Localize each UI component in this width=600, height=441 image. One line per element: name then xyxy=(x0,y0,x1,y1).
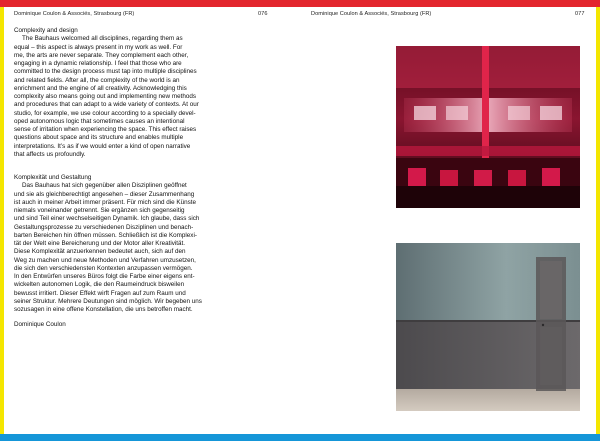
german-text-line: In den Entwürfen unseres Büros folgt die Farbe einer eigens ent- xyxy=(14,273,195,280)
english-heading: Complexity and design xyxy=(14,27,78,34)
red-interior-photo xyxy=(396,46,580,208)
german-text-line: tät der Welt eine Bereicherung und der Motor aller Kreativität. xyxy=(14,240,186,247)
english-text-line: oped autonomous logic that sometimes causes an intentional xyxy=(14,117,185,125)
german-text-line: Diese Komplexität anzuerkennen bedeutet auch, sich auf den xyxy=(14,248,186,256)
german-text-line: Weg zu machen und neue Methoden und Verfahren umzusetzen, xyxy=(14,256,196,264)
english-text-line: engaging in a dynamic relationship. I feel that those who are xyxy=(14,60,182,67)
top-color-bar xyxy=(0,0,600,7)
english-text-line: studio, for example, we use colour according to a specially devel- xyxy=(14,109,196,117)
german-text-line: sozusagen in eine offene Konstellation, die uns betroffen macht. xyxy=(14,306,193,313)
right-running-header: Dominique Coulon & Associés, Strasbourg (FR) xyxy=(311,11,432,17)
english-text-line: equal – this aspect is always present in my work as well. For xyxy=(14,43,183,51)
german-section xyxy=(14,174,284,314)
german-text-line: ist auch in meiner Arbeit immer präsent. Für mich sind die Künste xyxy=(14,198,196,206)
german-text-line: seiner Struktur. Mehrere Deutungen sind möglich. Wir begeben uns xyxy=(14,297,202,305)
left-yellow-edge xyxy=(0,7,4,434)
german-text-line: barten Bereichen hin öffnen müssen. Schließlich ist die Komplexi- xyxy=(14,231,197,239)
english-text-line: that affects us profoundly. xyxy=(14,150,86,158)
english-text-line: questions about space and its structure and enables multiple xyxy=(14,134,184,142)
german-paragraph xyxy=(14,182,284,314)
english-text-line: and related fields. After all, the complexity of the world is an xyxy=(14,76,180,84)
left-page-number: 076 xyxy=(258,11,268,17)
right-yellow-edge xyxy=(596,7,600,434)
english-text-line: The Bauhaus welcomed all disciplines, regarding them as xyxy=(22,35,183,43)
english-text-line: committed to the design process must tap into multiple disciplines xyxy=(14,68,197,76)
english-text-line: interpretations. It’s as if we would enter a kind of open narrative xyxy=(14,142,191,150)
german-text-line: bewusst irritiert. Dieser Effekt wirft Fragen auf zum Raum und xyxy=(14,289,186,297)
german-text-line: und sie als gleichberechtigt angesehen – dieser Zusammenhang xyxy=(14,190,195,198)
english-paragraph xyxy=(14,35,284,159)
german-text-line: Gestaltungsprozesse zu verschiedenen Disziplinen und benach- xyxy=(14,223,194,231)
english-text-line: and procedures that can adapt to a wide variety of contexts. At our xyxy=(14,101,199,109)
german-text-line: niemals voneinander getrennt. Sie ergänzen sich gegenseitig xyxy=(14,207,185,214)
german-text-line: Das Bauhaus hat sich gegenüber allen Disziplinen geöffnet xyxy=(22,182,187,190)
german-text-line: die sich den verschiedensten Kontexten anzupassen vermögen. xyxy=(14,264,193,272)
bottom-color-bar xyxy=(0,434,600,441)
english-text-line: me, the arts are never separate. They complement each other, xyxy=(14,51,189,59)
english-section xyxy=(14,27,284,159)
german-text-line: wickelten autonomen Logik, die den Raumeindruck bisweilen xyxy=(14,281,185,289)
grey-room-photo xyxy=(396,243,580,411)
left-running-header: Dominique Coulon & Associés, Strasbourg (FR) xyxy=(14,11,135,17)
right-page-number: 077 xyxy=(575,11,585,17)
german-text-line: und sind Teil einer wechselseitigen Dynamik. Ich glaube, dass sich xyxy=(14,215,200,223)
english-text-line: enrichment and the engine of all creativity. Acknowledging this xyxy=(14,84,187,92)
german-heading: Komplexität und Gestaltung xyxy=(14,174,92,181)
english-text-line: sense of irritation when experiencing the space. This effect raises xyxy=(14,126,197,133)
author-signature: Dominique Coulon xyxy=(14,321,66,328)
english-text-line: complexity also means going out and implementing new methods xyxy=(14,93,197,100)
